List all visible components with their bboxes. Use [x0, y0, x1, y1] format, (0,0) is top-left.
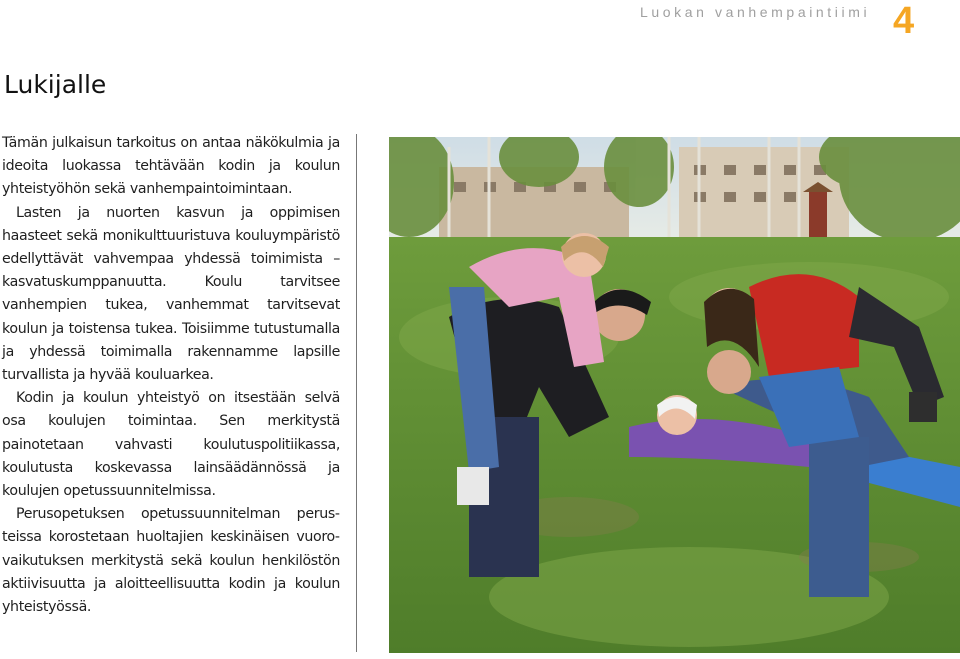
page-number: 4: [893, 0, 915, 42]
column-divider: [356, 134, 357, 652]
article-body: [2, 132, 340, 619]
photo-children-playing: [389, 137, 960, 653]
paragraph-4: Perusopetuksen opetussuunnitelman perusteissa korostetaan huoltajien keskinäisen vuorovaikutuksen merkitystä sekä koulun henkilöstön aktiivisuutta ja aloitteellisuutta kodin ja koulun yhteistyössä.: [2, 506, 340, 616]
paragraph-2: Lasten ja nuorten kasvun ja oppimisen haasteet sekä monikulttuuristuva kouluympäristö edellyttävät vahvempaa yhdessä toimimista – kasvatuskumppanuutta. Koulu tarvitsee vanhempien tukea, vanhemmat tarvitsevat koulun ja toistensa tukea. Toisiimme tutustumalla ja yhdessä toimimalla rakennamme lapsille turvallista ja hyvää kouluarkea.: [2, 204, 340, 384]
photo-illustration: [389, 137, 960, 653]
paragraph-1: Tämän julkaisun tarkoitus on antaa näkökulmia ja ideoita luokassa tehtävään kodin ja koulun yhteistyöhön sekä vanhempaintoimintaan.: [2, 135, 340, 198]
paragraph-3: Kodin ja koulun yhteistyö on itsestään selvä osa koulujen toimintaa. Sen merkitystä painotetaan vahvasti koulutuspolitiikassa, koulutusta koskevassa lainsäädännössä ja koulujen opetussuunnitelmissa.: [2, 390, 340, 500]
page-title: Lukijalle: [4, 70, 107, 99]
running-header: Luokan vanhempaintiimi: [640, 4, 871, 20]
